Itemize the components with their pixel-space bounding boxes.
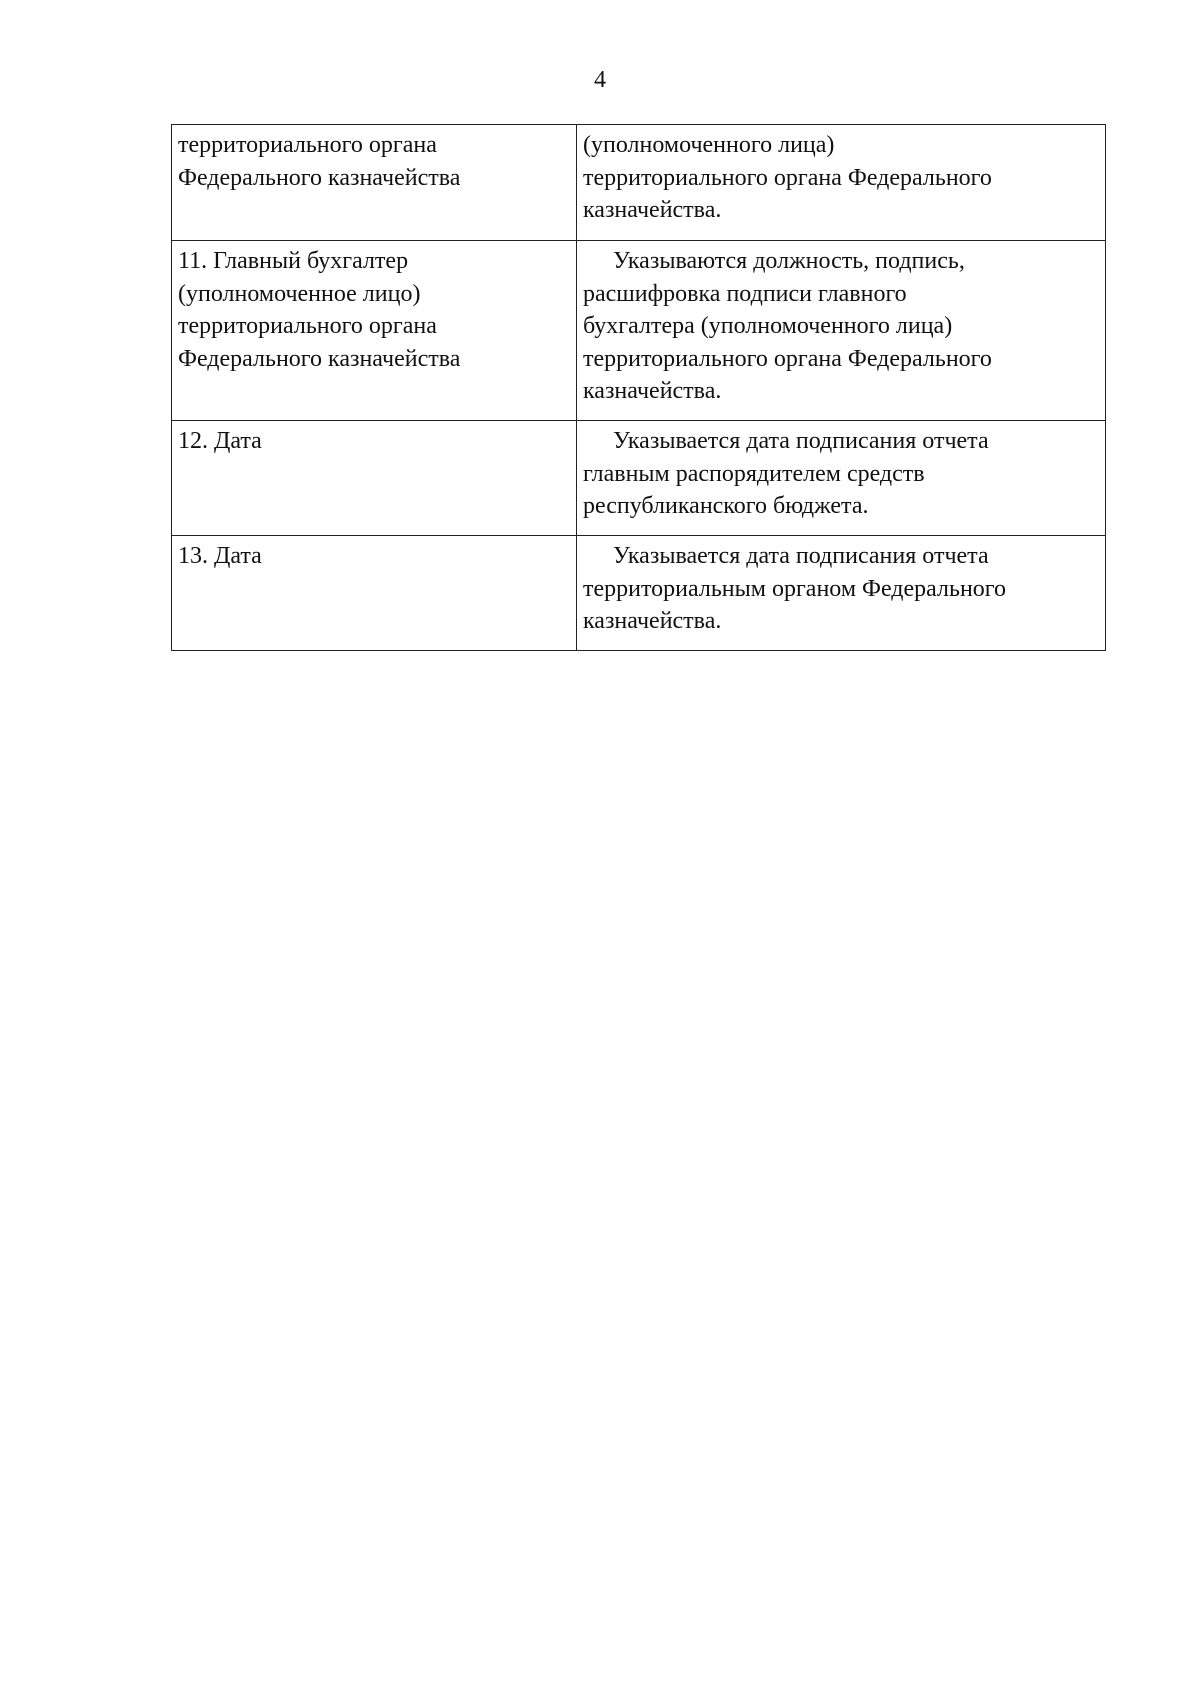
cell-line: (уполномоченное лицо) [178, 280, 421, 307]
table-cell-requisite [172, 536, 577, 651]
cell-line: республиканского бюджета. [583, 493, 869, 519]
table-row [172, 536, 1106, 651]
cell-line: территориального органа [178, 132, 437, 158]
cell-line: Указывается дата подписания отчета [613, 428, 989, 454]
cell-line: 13. Дата [178, 543, 262, 569]
cell-line: казначейства. [583, 378, 722, 404]
cell-line: расшифровка подписи главного [583, 280, 907, 307]
cell-line: Федерального казначейства [178, 164, 461, 191]
cell-line: казначейства. [583, 608, 722, 634]
table-row [172, 125, 1106, 241]
cell-line: Указываются должность, подпись, [613, 248, 965, 274]
table-row [172, 241, 1106, 421]
cell-line: Указывается дата подписания отчета [613, 543, 989, 569]
cell-line: территориальным органом Федерального [583, 575, 1007, 602]
table-cell-requisite [172, 241, 577, 421]
table-cell-description [577, 536, 1106, 651]
table-cell-description [577, 421, 1106, 536]
cell-line: Федерального казначейства [178, 345, 461, 372]
cell-line: бухгалтера (уполномоченного лица) [583, 313, 953, 339]
table-cell-description [577, 125, 1106, 241]
cell-line: главным распорядителем средств [583, 460, 925, 487]
table-cell-description [577, 241, 1106, 421]
cell-line: территориального органа Федерального [583, 345, 992, 372]
table-cell-requisite [172, 125, 577, 241]
requisites-table [171, 124, 1106, 651]
cell-line: территориального органа Федерального [583, 164, 992, 191]
cell-line: казначейства. [583, 197, 722, 223]
page-number: 4 [594, 67, 606, 93]
cell-line: 11. Главный бухгалтер [178, 248, 409, 274]
table-cell-requisite [172, 421, 577, 536]
cell-line: территориального органа [178, 313, 437, 339]
cell-line: 12. Дата [178, 428, 262, 454]
table-row [172, 421, 1106, 536]
cell-line: (уполномоченного лица) [583, 132, 835, 158]
